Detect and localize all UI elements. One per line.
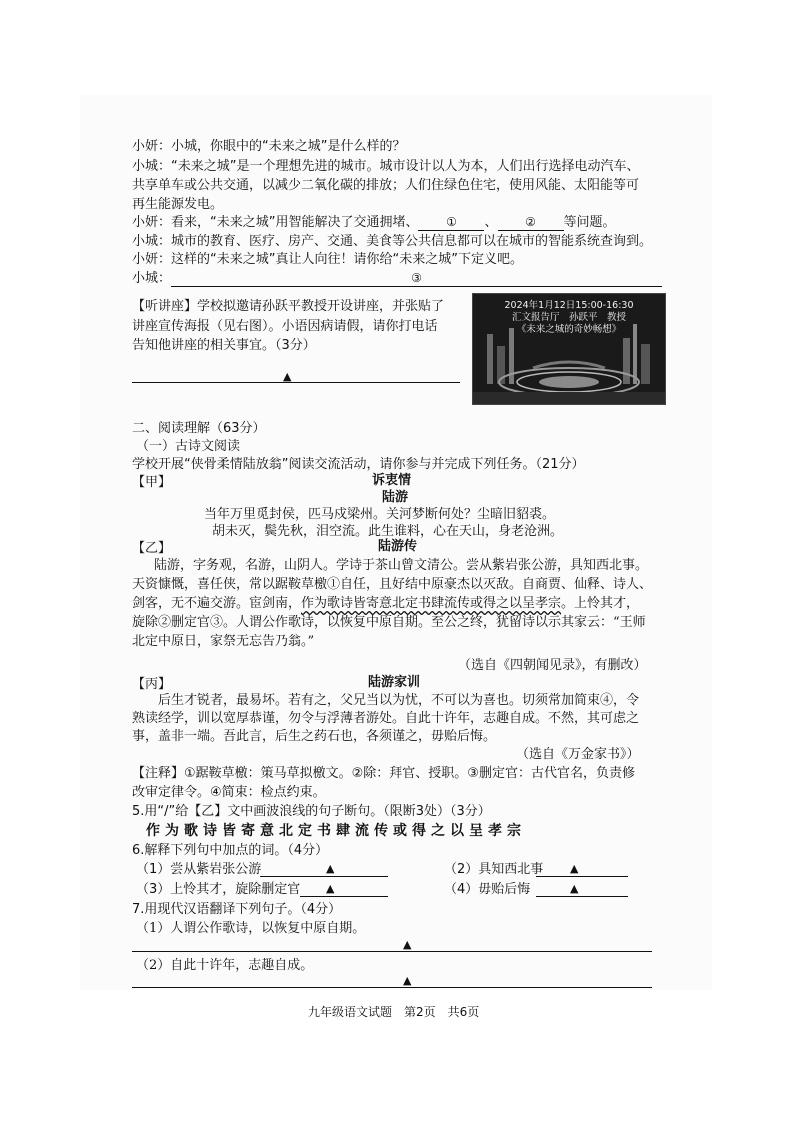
question-6: 6.解释下列句中加点的词。（4分） (132, 843, 329, 858)
question-5: 5.用“/”给【乙】文中画波浪线的句子断句。（限断3处）（3分） (132, 804, 491, 819)
wavy-underlined-sentence: 作为歌诗皆寄意北定书肆流传或得之以呈孝宗 (301, 596, 562, 611)
yi-paragraph-4: 旋除②删定官③。人谓公作歌诗，以恢复中原自期。至公之终，犹留诗以示其家云：“王师 (132, 615, 646, 630)
q6-item-1: （1）尝从紫岩张公游 (136, 862, 262, 877)
dialogue-line-2b: 共享单车或公共交通，以减少二氧化碳的排放；人们住绿色住宅，使用风能、太阳能等可 (132, 178, 640, 193)
blank-2-field[interactable]: ② (498, 215, 564, 231)
lecture-line-3: 告知他讲座的相关事宜。（3分） (132, 338, 316, 353)
dialogue-line-1: 小妍：小城，你眼中的“未来之城”是什么样的？ (132, 139, 406, 154)
yi-paragraph-3: 剑客，无不遍交游。宦剑南，作为歌诗皆寄意北定书肆流传或得之以呈孝宗。上怜其才， (132, 596, 640, 611)
dialogue-line-4: 小城：城市的教育、医疗、房产、交通、美食等公共信息都可以在城市的智能系统查询到。 (132, 234, 653, 249)
section-heading: 二、阅读理解（63分） (132, 421, 266, 436)
notes-line-1: 【注释】①踞鞍草檄：策马草拟檄文。②除：拜官、授职。③删定官：古代官名，负责修 (132, 766, 635, 781)
dialogue-line-2a: 小城：“未来之城”是一个理想先进的城市。城市设计以人为本，人们出行选择电动汽车、 (132, 159, 640, 174)
q6-item-4: （4）毋贻后悔 (444, 882, 531, 897)
yi-source: （选自《四朝闻见录》，有删改） (458, 658, 647, 673)
dialogue-line-3: 小妍：看来，“未来之城”用智能解决了交通拥堵、 ① 、 ② 等问题。 (132, 215, 616, 230)
bing-title: 陆游家训 (368, 675, 421, 690)
q7-item-1: （1）人谓公作歌诗，以恢复中原自期。 (136, 921, 366, 936)
lecture-line-1: 【听讲座】学校拟邀请孙跃平教授开设讲座，并张贴了 (132, 299, 445, 314)
answer-marker-icon: ▲ (326, 862, 335, 875)
task-description: 学校开展“侠骨柔情陆放翁”阅读交流活动，请你参与并完成下列任务。（21分） (132, 457, 585, 472)
answer-marker-icon: ▲ (403, 974, 412, 987)
question-7: 7.用现代汉语翻译下列句子。（4分） (132, 902, 342, 917)
answer-marker-icon: ▲ (326, 882, 335, 895)
bing-source: （选自《万金家书》） (516, 747, 640, 762)
poster-time: 2024年1月12日15:00-16:30 (504, 300, 634, 311)
yi-paragraph-5: 北定中原日，家祭无忘告乃翁。” (132, 634, 315, 649)
q7-item-2: （2）自此十许年，志趣自成。 (136, 958, 314, 973)
poem-title: 诉衷情 (372, 473, 412, 488)
passage-tag-yi: 【乙】 (132, 541, 172, 556)
poem-author: 陆游 (382, 490, 409, 505)
q7-answer-2[interactable] (132, 987, 652, 988)
bing-paragraph-1: 后生才锐者，最易坏。若有之，父兄当以为忧，不可以为喜也。切须常加简束④，令 (158, 693, 640, 708)
poem-line-1: 当年万里觅封侯，匹马戍梁州。关河梦断何处？尘暗旧貂裘。 (204, 507, 556, 522)
poster-place: 汇文报告厅 孙跃平 教授 (511, 312, 626, 323)
q6-answer-2[interactable] (536, 876, 628, 877)
q6-item-2: （2）具知西北事 (444, 862, 544, 877)
notes-line-2: 改审定律令。④简束：检点约束。 (132, 785, 326, 800)
bing-paragraph-2: 熟读经学，训以宽厚恭谨，勿令与浮薄者游处。自此十许年，志趣自成。不然，其可虑之 (132, 711, 640, 726)
dialogue-line-6: 小城： ③ (132, 270, 662, 288)
yi-title: 陆游传 (378, 539, 418, 554)
yi-paragraph-2: 天资慷慨，喜任侠，常以踞鞍草檄①自任，且好结中原豪杰以灭敌。自商贾、仙释、诗人、 (132, 577, 653, 592)
answer-marker-icon: ▲ (570, 882, 579, 895)
q6-answer-4[interactable] (536, 896, 628, 897)
subsection-heading: （一）古诗文阅读 (136, 439, 241, 454)
blank-1-field[interactable]: ① (418, 215, 484, 231)
poster-topic: 《未来之城的奇妙畅想》 (516, 324, 622, 335)
blank-3-field[interactable]: ③ (171, 271, 662, 287)
yi-paragraph-1: 陆游，字务观，名游，山阴人。学诗于茶山曾文清公。尝从紫岩张公游，具知西北事。 (154, 558, 649, 573)
poem-line-2: 胡未灭，鬓先秋，泪空流。此生谁料，心在天山，身老沧洲。 (212, 524, 564, 539)
bing-paragraph-3: 事，盖非一端。吾此言，后生之药石也，各须谨之，毋贻后悔。 (132, 729, 497, 744)
q6-answer-3[interactable] (300, 896, 388, 897)
passage-tag-jia: 【甲】 (132, 475, 172, 490)
passage-tag-bing: 【丙】 (132, 677, 172, 692)
lecture-answer-line[interactable] (132, 382, 460, 383)
dialogue-line-2c: 再生能源发电。 (132, 197, 224, 212)
answer-marker-icon: ▲ (570, 862, 579, 875)
dialogue-line-5: 小妍：这样的“未来之城”真让人向往！请你给“未来之城”下定义吧。 (132, 252, 523, 267)
q6-item-3: （3）上怜其才，旋除删定官 (136, 882, 301, 897)
q6-answer-1[interactable] (260, 876, 388, 877)
q5-sentence[interactable]: 作为歌诗皆寄意北定书肆流传或得之以呈孝宗 (146, 823, 526, 839)
page-footer: 九年级语文试题 第2页 共6页 (308, 1005, 480, 1019)
lecture-poster (472, 293, 666, 405)
answer-marker-icon: ▲ (403, 938, 412, 951)
q7-answer-1[interactable] (132, 951, 652, 952)
answer-marker-icon: ▲ (283, 370, 292, 383)
lecture-line-2: 讲座宣传海报（见右图）。小语因病请假，请你打电话 (132, 319, 438, 334)
